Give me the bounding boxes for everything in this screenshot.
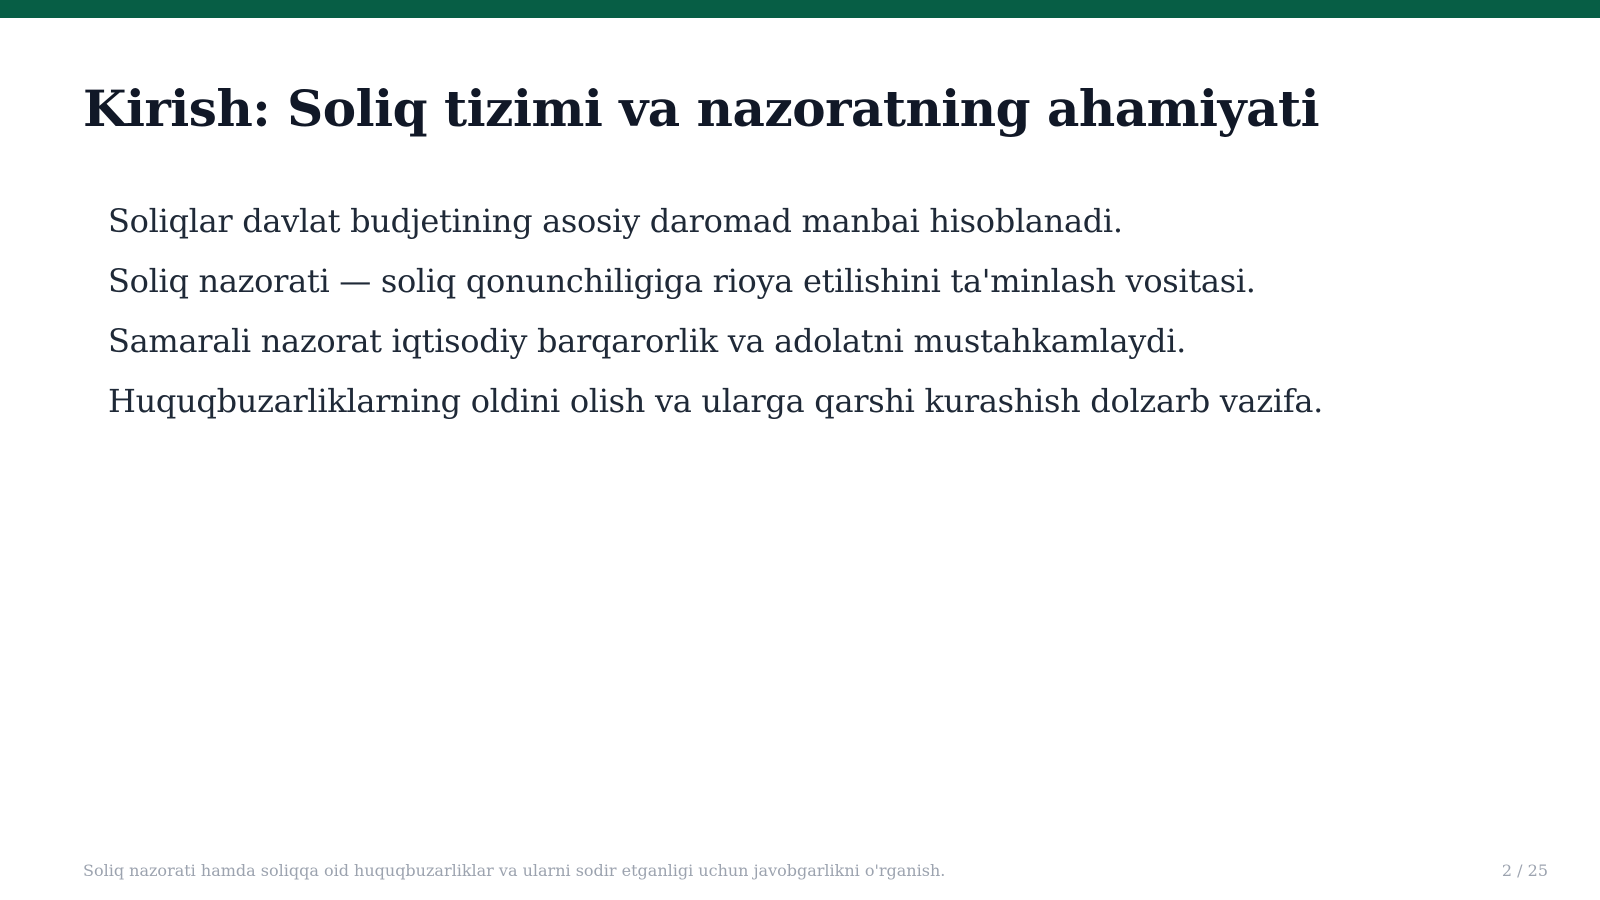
bullet-item: Soliqlar davlat budjetining asosiy daromad manbai hisoblanadi. <box>108 202 1123 240</box>
page-number: 2 / 25 <box>1501 860 1548 880</box>
slide-title: Kirish: Soliq tizimi va nazoratning ahamiyati <box>83 79 1320 138</box>
footer-caption: Soliq nazorati hamda soliqqa oid huquqbuzarliklar va ularni sodir etganligi uchun javobgarlikni o'rganish. <box>83 860 946 880</box>
bullet-item: Huquqbuzarliklarning oldini olish va ularga qarshi kurashish dolzarb vazifa. <box>108 382 1324 420</box>
slide-footer <box>83 858 1548 882</box>
top-accent-bar <box>0 0 1600 18</box>
bullet-list <box>108 191 1323 431</box>
bullet-item: Soliq nazorati — soliq qonunchiligiga rioya etilishini ta'minlash vositasi. <box>108 262 1256 300</box>
bullet-item: Samarali nazorat iqtisodiy barqarorlik va adolatni mustahkamlaydi. <box>108 322 1186 360</box>
